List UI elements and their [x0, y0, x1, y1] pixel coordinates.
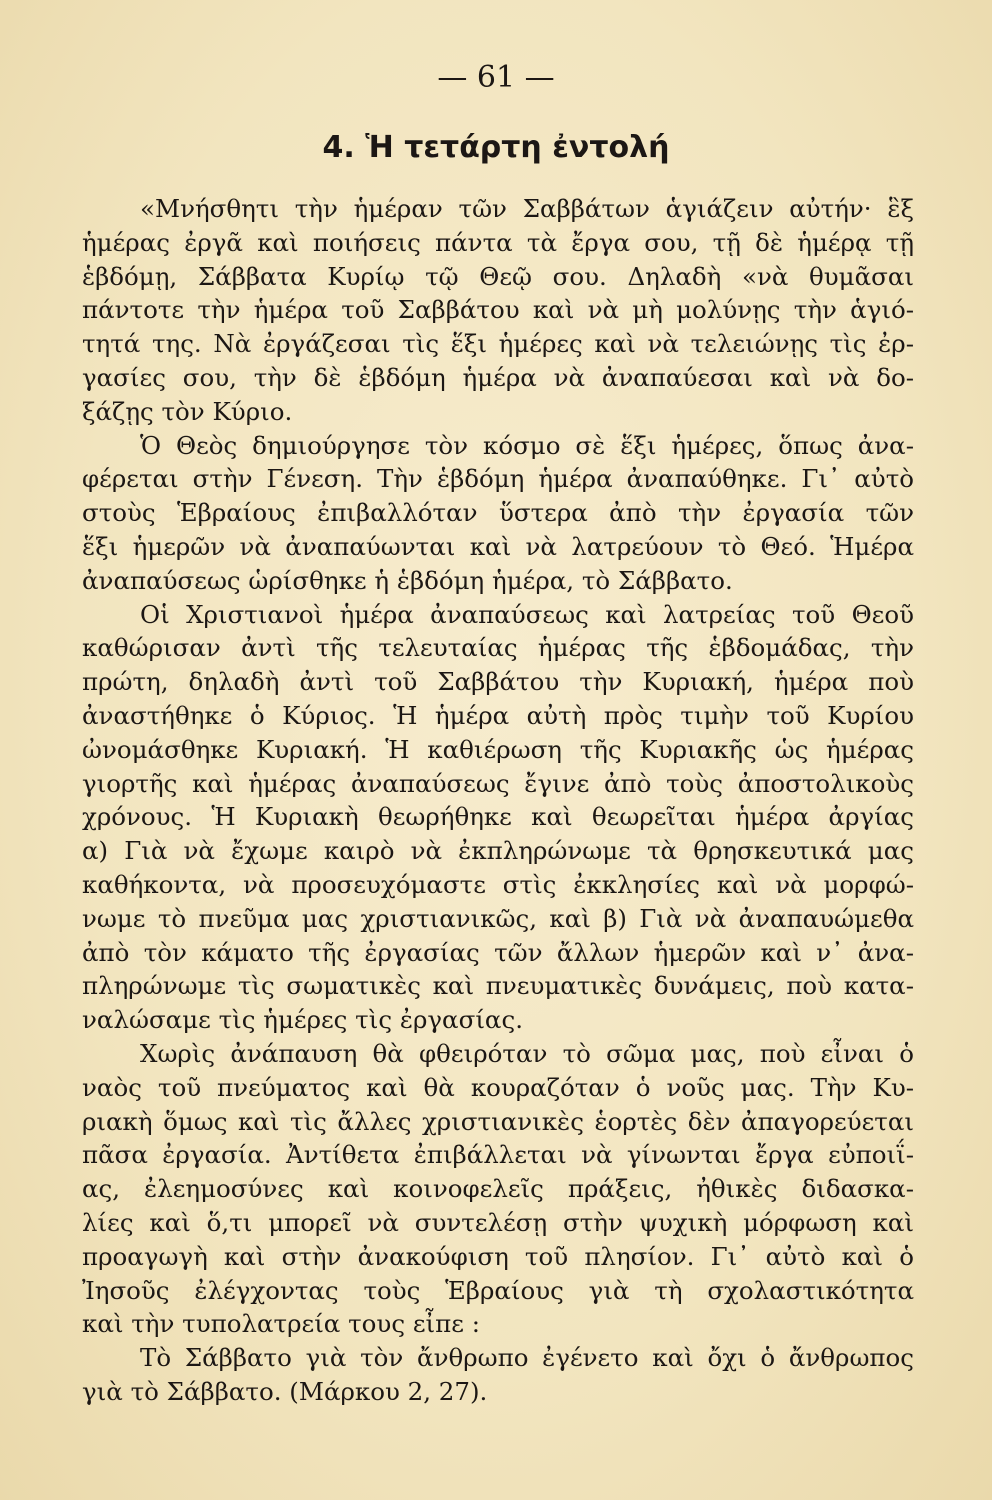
- text-line: Οἱ Χριστιανοὶ ἡμέρα ἀναπαύσεως καὶ λατρείας τοῦ Θεοῦ: [140, 599, 914, 629]
- text-line: Ἰησοῦς ἐλέγχοντας τοὺς Ἑβραίους γιὰ τὴ σχολαστικότητα: [82, 1275, 914, 1305]
- chapter-title: 4. Ἡ τετάρτη ἐντολή: [322, 130, 670, 165]
- text-line: ναλώσαμε τὶς ἡμέρες τὶς ἐργασίας.: [82, 1005, 523, 1035]
- text-line: φέρεται στὴν Γένεση. Τὴν ἑβδόμη ἡμέρα ἀναπαύθηκε. Γι᾽ αὐτὸ: [82, 464, 914, 494]
- text-line: ξάζῃς τὸν Κύριο.: [82, 396, 293, 426]
- text-line: καθήκοντα, νὰ προσευχόμαστε στὶς ἐκκλησίες καὶ νὰ μορφώ-: [82, 869, 914, 899]
- text-line: καὶ τὴν τυπολατρεία τους εἶπε :: [82, 1309, 480, 1339]
- text-line: γασίες σου, τὴν δὲ ἑβδόμη ἡμέρα νὰ ἀναπαύεσαι καὶ νὰ δο-: [82, 362, 914, 392]
- text-line: ριακὴ ὅμως καὶ τὶς ἄλλες χριστιανικὲς ἑορτὲς δὲν ἀπαγορεύεται: [82, 1106, 914, 1136]
- text-line: ἀπὸ τὸν κάματο τῆς ἐργασίας τῶν ἄλλων ἡμερῶν καὶ ν᾽ ἀνα-: [82, 937, 914, 967]
- text-line: ἡμέρας ἐργᾶ καὶ ποιήσεις πάντα τὰ ἔργα σου, τῇ δὲ ἡμέρᾳ τῇ: [82, 227, 914, 257]
- text-line: χρόνους. Ἡ Κυριακὴ θεωρήθηκε καὶ θεωρεῖται ἡμέρα ἀργίας: [82, 802, 914, 832]
- text-line: στοὺς Ἑβραίους ἐπιβαλλόταν ὕστερα ἀπὸ τὴν ἐργασία τῶν: [82, 498, 914, 528]
- text-line: ἑβδόμῃ, Σάββατα Κυρίῳ τῷ Θεῷ σου. Δηλαδὴ «νὰ θυμᾶσαι: [82, 261, 914, 291]
- text-line: νωμε τὸ πνεῦμα μας χριστιανικῶς, καὶ β) Γιὰ νὰ ἀναπαυώμεθα: [82, 903, 914, 933]
- text-line: γιὰ τὸ Σάββατο. (Μάρκου 2, 27).: [82, 1376, 488, 1406]
- text-line: καθώρισαν ἀντὶ τῆς τελευταίας ἡμέρας τῆς ἑβδομάδας, τὴν: [82, 633, 914, 663]
- text-line: Χωρὶς ἀνάπαυση θὰ φθειρόταν τὸ σῶμα μας, ποὺ εἶναι ὁ: [140, 1038, 914, 1068]
- text-line: προαγωγὴ καὶ στὴν ἀνακούφιση τοῦ πλησίον. Γι᾽ αὐτὸ καὶ ὁ: [82, 1241, 914, 1271]
- text-line: ἕξι ἡμερῶν νὰ ἀναπαύωνται καὶ νὰ λατρεύουν τὸ Θεό. Ἡμέρα: [82, 531, 914, 561]
- text-line: α) Γιὰ νὰ ἔχωμε καιρὸ νὰ ἐκπληρώνωμε τὰ θρησκευτικά μας: [82, 836, 914, 866]
- text-line: πᾶσα ἐργασία. Ἀντίθετα ἐπιβάλλεται νὰ γίνωνται ἔργα εὐποιΐ-: [82, 1140, 914, 1170]
- text-line: ἀναστήθηκε ὁ Κύριος. Ἡ ἡμέρα αὐτὴ πρὸς τιμὴν τοῦ Κυρίου: [82, 700, 914, 730]
- text-line: ας, ἐλεημοσύνες καὶ κοινοφελεῖς πράξεις, ἠθικὲς διδασκα-: [82, 1174, 914, 1204]
- text-line: Ὁ Θεὸς δημιούργησε τὸν κόσμο σὲ ἕξι ἡμέρες, ὅπως ἀνα-: [140, 430, 914, 460]
- text-line: ἀναπαύσεως ὡρίσθηκε ἡ ἑβδόμη ἡμέρα, τὸ Σάββατο.: [82, 565, 733, 595]
- text-line: γιορτῆς καὶ ἡμέρας ἀναπαύσεως ἔγινε ἀπὸ τοὺς ἀποστολικοὺς: [82, 768, 914, 798]
- text-line: Τὸ Σάββατο γιὰ τὸν ἄνθρωπο ἐγένετο καὶ ὄχι ὁ ἄνθρωπος: [140, 1343, 914, 1373]
- text-body: [82, 192, 914, 1409]
- text-line: πάντοτε τὴν ἡμέρα τοῦ Σαββάτου καὶ νὰ μὴ μολύνῃς τὴν ἁγιό-: [82, 295, 914, 325]
- text-line: λίες καὶ ὅ,τι μπορεῖ νὰ συντελέσῃ στὴν ψυχικὴ μόρφωση καὶ: [82, 1207, 914, 1237]
- text-line: ναὸς τοῦ πνεύματος καὶ θὰ κουραζόταν ὁ νοῦς μας. Τὴν Κυ-: [82, 1072, 914, 1102]
- text-line: πληρώνωμε τὶς σωματικὲς καὶ πνευματικὲς δυνάμεις, ποὺ κατα-: [82, 971, 914, 1001]
- text-line: «Μνήσθητι τὴν ἡμέραν τῶν Σαββάτων ἁγιάζειν αὐτήν· ἓξ: [140, 194, 914, 223]
- text-line: ὠνομάσθηκε Κυριακή. Ἡ καθιέρωση τῆς Κυριακῆς ὡς ἡμέρας: [82, 734, 914, 764]
- page-number: — 61 —: [437, 60, 555, 95]
- text-line: τητά της. Νὰ ἐργάζεσαι τὶς ἕξι ἡμέρες καὶ νὰ τελειώνῃς τὶς ἐρ-: [82, 329, 914, 359]
- text-line: πρώτη, δηλαδὴ ἀντὶ τοῦ Σαββάτου τὴν Κυριακή, ἡμέρα ποὺ: [82, 667, 914, 697]
